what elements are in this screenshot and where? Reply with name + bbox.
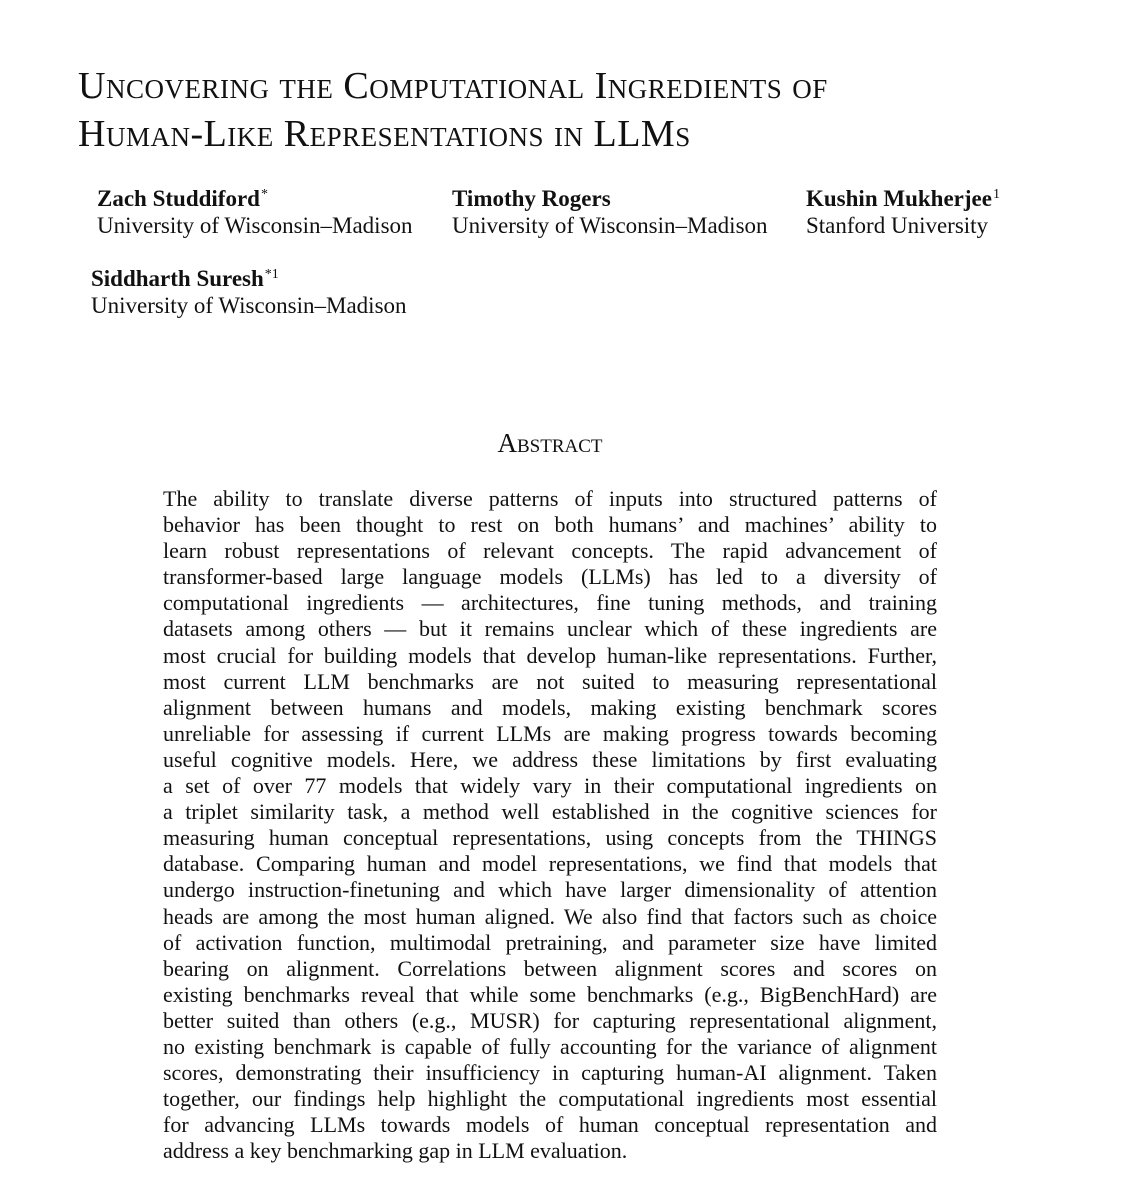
author-mark: 1 (992, 187, 1000, 202)
abstract-line: useful cognitive models. Here, we address these limitations by first evaluating (163, 746, 937, 772)
author-mark: * (260, 187, 268, 202)
abstract-line: database. Comparing human and model representations, we find that models that (163, 851, 937, 877)
abstract-line: heads are among the most human aligned. We also find that factors such as choice (163, 903, 937, 929)
abstract-line: existing benchmarks reveal that while some benchmarks (e.g., BigBenchHard) are (163, 981, 937, 1007)
abstract-line: of activation function, multimodal pretraining, and parameter size have limited (163, 929, 937, 955)
paper-title (78, 62, 1098, 158)
abstract-line: measuring human conceptual representations, using concepts from the THINGS (163, 825, 937, 851)
abstract-line: alignment between humans and models, making existing benchmark scores (163, 694, 937, 720)
abstract-line: no existing benchmark is capable of fully accounting for the variance of alignment (163, 1033, 937, 1059)
author-block (806, 185, 1000, 239)
author-mark: *1 (264, 267, 279, 282)
abstract-body (163, 486, 937, 1164)
abstract-line: for advancing LLMs towards models of human conceptual representation and (163, 1112, 937, 1138)
author-block (91, 265, 407, 319)
abstract-line: The ability to translate diverse patterns of inputs into structured patterns of (163, 486, 937, 511)
abstract-line: unreliable for assessing if current LLMs are making progress towards becoming (163, 720, 937, 746)
abstract-line: better suited than others (e.g., MUSR) for capturing representational alignment, (163, 1007, 937, 1033)
abstract-line: most current LLM benchmarks are not suited to measuring representational (163, 668, 937, 694)
author-name: Siddharth Suresh$^{*1}$ (91, 266, 279, 291)
abstract-line: computational ingredients — architectures, fine tuning methods, and training (163, 590, 937, 616)
author-affiliation: University of Wisconsin–Madison (452, 213, 768, 238)
author-affiliation: Stanford University (806, 213, 989, 238)
paper-title-line-1: Uncovering the Computational Ingredients of (78, 65, 828, 107)
author-affiliation: University of Wisconsin–Madison (91, 293, 407, 318)
author-name: Timothy Rogers (452, 186, 611, 211)
abstract-line: behavior has been thought to rest on both humans’ and machines’ ability to (163, 512, 937, 538)
abstract-line: a set of over 77 models that widely vary in their computational ingredients on (163, 773, 937, 799)
abstract-heading: Abstract (497, 428, 603, 458)
paper-title-line-2: Human-Like Representations in LLMs (78, 113, 691, 155)
author-block (452, 185, 768, 239)
abstract-line: a triplet similarity task, a method well established in the cognitive sciences for (163, 799, 937, 825)
abstract-line: datasets among others — but it remains unclear which of these ingredients are (163, 616, 937, 642)
author-name: Kushin Mukherjee$^1$ (806, 186, 1000, 211)
abstract-line: learn robust representations of relevant concepts. The rapid advancement of (163, 538, 937, 564)
abstract-line: undergo instruction-finetuning and which have larger dimensionality of attention (163, 877, 937, 903)
author-name: Zach Studdiford* (97, 186, 268, 211)
abstract-line: scores, demonstrating their insufficiency in capturing human-AI alignment. Taken (163, 1060, 937, 1086)
author-affiliation: University of Wisconsin–Madison (97, 213, 413, 238)
abstract-line: most crucial for building models that develop human-like representations. Further, (163, 642, 937, 668)
abstract-line: bearing on alignment. Correlations between alignment scores and scores on (163, 955, 937, 981)
abstract-line: transformer-based large language models (LLMs) has led to a diversity of (163, 564, 937, 590)
abstract-line: address a key benchmarking gap in LLM evaluation. (163, 1138, 628, 1164)
abstract-line: together, our findings help highlight the computational ingredients most essential (163, 1086, 937, 1112)
author-block (97, 185, 413, 239)
